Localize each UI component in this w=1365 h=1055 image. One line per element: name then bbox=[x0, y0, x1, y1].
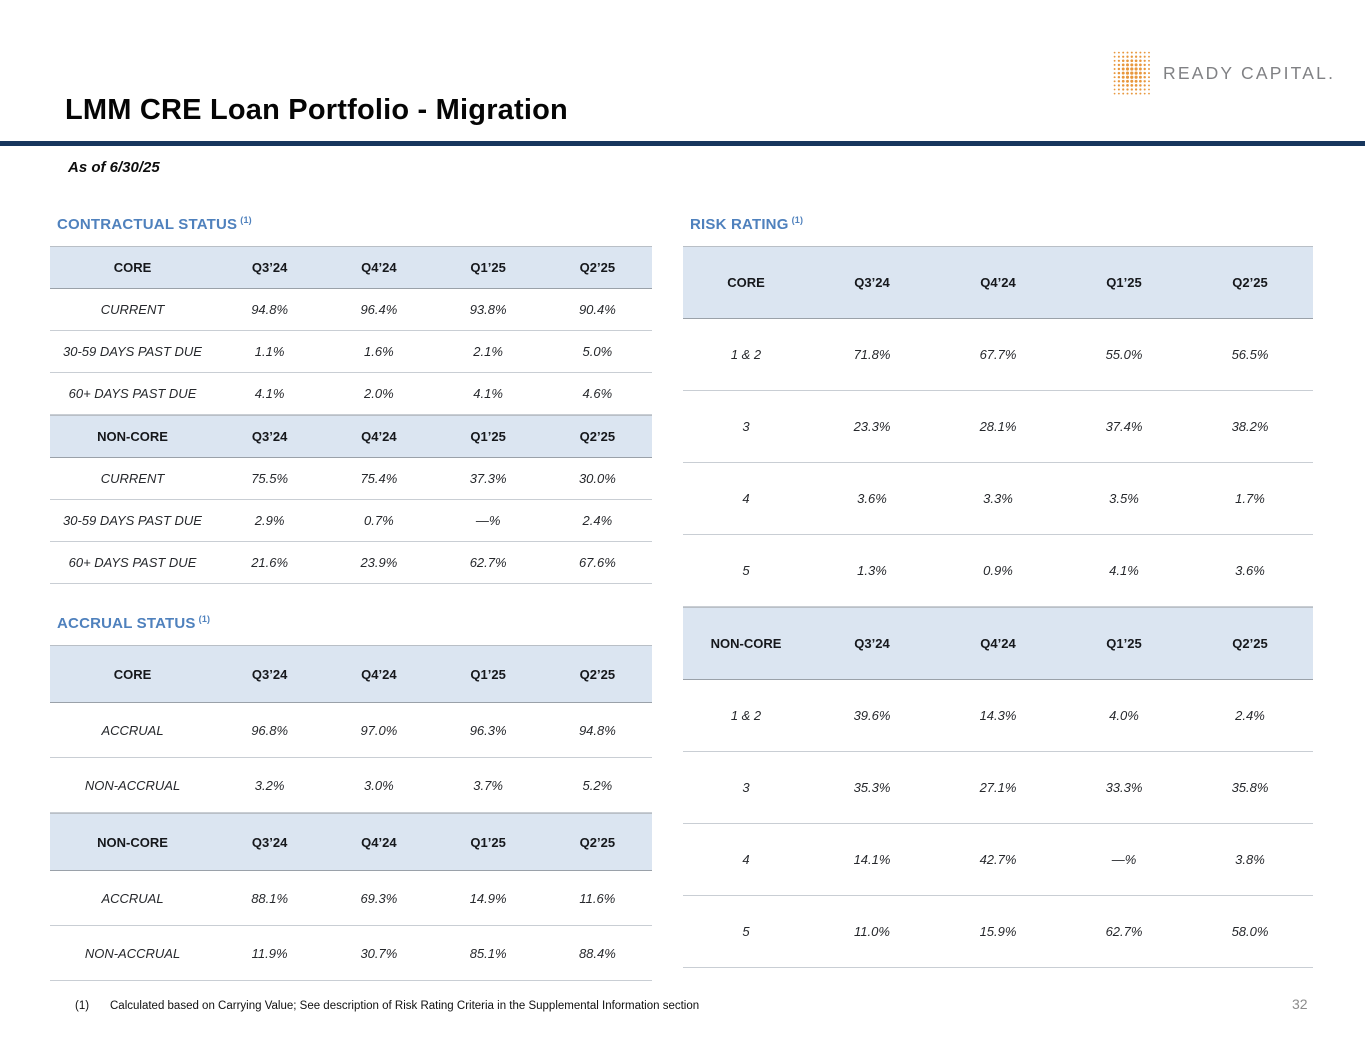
table-cell: 2.4% bbox=[1235, 708, 1265, 723]
page-number: 32 bbox=[1292, 996, 1308, 1012]
column-header: Q4’24 bbox=[361, 666, 397, 682]
table-cell: 90.4% bbox=[578, 302, 616, 317]
table-cell: 11.6% bbox=[579, 890, 616, 906]
table-cell: 58.0% bbox=[1231, 924, 1269, 939]
section-contractual-status bbox=[50, 211, 652, 584]
table-cell: 4.1% bbox=[254, 386, 285, 401]
right-column bbox=[683, 205, 1313, 968]
column-header: Q3’24 bbox=[854, 275, 890, 290]
table-cell: 21.6% bbox=[251, 555, 289, 570]
table-cell: 69.3% bbox=[360, 890, 398, 906]
table-cell: 2.4% bbox=[582, 513, 613, 528]
table-cell: 35.3% bbox=[853, 780, 891, 795]
column-header: Q3’24 bbox=[251, 260, 288, 275]
table-cell: 38.2% bbox=[1231, 419, 1269, 434]
table-cell: 1.1% bbox=[254, 344, 285, 359]
table-cell: 2.1% bbox=[473, 344, 503, 359]
table-row bbox=[50, 542, 652, 584]
table-row bbox=[683, 463, 1313, 535]
row-label: 1 & 2 bbox=[730, 347, 762, 362]
table-cell: 4.6% bbox=[582, 386, 613, 401]
table-cell: 67.7% bbox=[979, 347, 1017, 362]
table-cell: 35.8% bbox=[1231, 780, 1269, 795]
contractual-status-tables bbox=[50, 246, 652, 584]
table-row bbox=[50, 500, 652, 542]
footnote-text: Calculated based on Carrying Value; See description of Risk Rating Criteria in the Supplemental Information section bbox=[110, 1000, 700, 1012]
section-accrual-status bbox=[50, 610, 652, 981]
table-row bbox=[50, 758, 652, 813]
table-cell: 2.9% bbox=[254, 513, 285, 528]
column-header: NON-CORE bbox=[97, 429, 168, 444]
table-header-row bbox=[50, 247, 652, 289]
table-cell: 56.5% bbox=[1231, 347, 1269, 362]
table-cell: 23.9% bbox=[360, 555, 398, 570]
row-label: 3 bbox=[742, 419, 750, 434]
footnote-reference: (1) bbox=[240, 215, 252, 225]
table-row bbox=[683, 319, 1313, 391]
table-cell: 88.4% bbox=[578, 945, 616, 961]
section-heading-text: ACCRUAL STATUS bbox=[57, 615, 196, 632]
table-cell: 93.8% bbox=[469, 302, 507, 317]
table-cell: 3.6% bbox=[857, 491, 887, 506]
table-cell: 75.5% bbox=[251, 471, 289, 486]
footnote-reference: (1) bbox=[198, 614, 211, 624]
table-cell: 62.7% bbox=[1105, 924, 1143, 939]
table-cell: 4.0% bbox=[1109, 708, 1139, 723]
table-cell: 67.6% bbox=[578, 555, 616, 570]
row-label: 30-59 DAYS PAST DUE bbox=[63, 344, 202, 359]
row-label: 60+ DAYS PAST DUE bbox=[68, 555, 197, 570]
table-row bbox=[50, 871, 652, 926]
table-cell: 14.3% bbox=[979, 708, 1017, 723]
left-column bbox=[50, 205, 652, 981]
table-row bbox=[50, 458, 652, 500]
column-header: Q3’24 bbox=[251, 666, 288, 682]
table-cell: 4.1% bbox=[1109, 563, 1139, 578]
column-header: Q1’25 bbox=[470, 260, 506, 275]
data-table bbox=[683, 607, 1313, 968]
row-label: 5 bbox=[742, 924, 750, 939]
column-header: NON-CORE bbox=[710, 636, 782, 651]
column-header: Q2’25 bbox=[1232, 636, 1268, 651]
table-cell: 28.1% bbox=[979, 419, 1017, 434]
table-cell: 55.0% bbox=[1105, 347, 1143, 362]
table-cell: 85.1% bbox=[469, 945, 507, 961]
column-header: Q1’25 bbox=[1106, 636, 1142, 651]
table-cell: 94.8% bbox=[251, 302, 289, 317]
column-header: Q1’25 bbox=[470, 429, 506, 444]
table-cell: —% bbox=[1111, 852, 1137, 867]
table-cell: —% bbox=[475, 513, 501, 528]
table-cell: 3.2% bbox=[254, 777, 285, 793]
column-header: Q1’25 bbox=[1106, 275, 1142, 290]
logo-text: READY CAPITAL. bbox=[1163, 63, 1336, 83]
row-label: 5 bbox=[742, 563, 750, 578]
column-header: NON-CORE bbox=[97, 834, 168, 850]
footnote bbox=[75, 1000, 699, 1012]
table-header-row bbox=[50, 416, 652, 458]
table-cell: 14.9% bbox=[469, 890, 507, 906]
table-row bbox=[683, 896, 1313, 968]
footnote-reference: (1) bbox=[791, 215, 804, 225]
column-header: CORE bbox=[113, 260, 152, 275]
section-heading-risk-rating bbox=[690, 211, 1313, 234]
column-header: Q2’25 bbox=[579, 429, 616, 444]
table-row bbox=[50, 373, 652, 415]
table-cell: 3.0% bbox=[364, 777, 394, 793]
table-row bbox=[50, 331, 652, 373]
column-header: Q4’24 bbox=[361, 260, 397, 275]
section-heading-text: CONTRACTUAL STATUS bbox=[57, 216, 238, 233]
column-header: CORE bbox=[727, 275, 765, 290]
column-header: Q3’24 bbox=[854, 636, 890, 651]
column-header: Q4’24 bbox=[361, 834, 397, 850]
column-header: Q4’24 bbox=[980, 275, 1016, 290]
row-label: 3 bbox=[742, 780, 750, 795]
table-cell: 5.0% bbox=[582, 344, 613, 359]
table-cell: 2.0% bbox=[364, 386, 394, 401]
table-cell: 37.3% bbox=[469, 471, 507, 486]
ready-capital-logo bbox=[1112, 50, 1335, 97]
table-cell: 42.7% bbox=[979, 852, 1017, 867]
table-header-row bbox=[683, 247, 1313, 319]
section-risk-rating bbox=[683, 211, 1313, 968]
table-cell: 30.7% bbox=[360, 945, 398, 961]
data-table bbox=[683, 246, 1313, 607]
row-label: CURRENT bbox=[100, 471, 165, 486]
column-header: Q2’25 bbox=[1232, 275, 1268, 290]
table-cell: 75.4% bbox=[360, 471, 398, 486]
table-cell: 0.7% bbox=[364, 513, 394, 528]
table-cell: 62.7% bbox=[469, 555, 507, 570]
table-cell: 3.8% bbox=[1235, 852, 1265, 867]
data-table bbox=[50, 813, 652, 981]
table-cell: 96.8% bbox=[251, 722, 289, 738]
table-cell: 0.9% bbox=[983, 563, 1013, 578]
row-label: ACCRUAL bbox=[101, 722, 164, 738]
column-header: Q1’25 bbox=[470, 834, 506, 850]
data-table bbox=[50, 246, 652, 415]
section-heading-text: RISK RATING bbox=[690, 216, 789, 233]
table-cell: 23.3% bbox=[853, 419, 891, 434]
table-cell: 39.6% bbox=[853, 708, 891, 723]
table-row bbox=[50, 289, 652, 331]
row-label: NON-ACCRUAL bbox=[84, 777, 181, 793]
table-row bbox=[50, 703, 652, 758]
table-cell: 15.9% bbox=[979, 924, 1017, 939]
data-table bbox=[50, 415, 652, 584]
table-header-row bbox=[50, 814, 652, 871]
as-of-date: As of 6/30/25 bbox=[68, 159, 160, 176]
accrual-status-tables bbox=[50, 645, 652, 981]
page-title: LMM CRE Loan Portfolio - Migration bbox=[65, 94, 568, 126]
column-header: Q3’24 bbox=[251, 429, 288, 444]
table-cell: 96.4% bbox=[360, 302, 398, 317]
table-cell: 3.5% bbox=[1109, 491, 1139, 506]
column-header: Q1’25 bbox=[470, 666, 506, 682]
data-table bbox=[50, 645, 652, 813]
row-label: 60+ DAYS PAST DUE bbox=[68, 386, 197, 401]
section-heading-contractual bbox=[57, 211, 652, 234]
row-label: ACCRUAL bbox=[101, 890, 164, 906]
column-header: Q4’24 bbox=[980, 636, 1016, 651]
table-row bbox=[683, 752, 1313, 824]
table-row bbox=[683, 680, 1313, 752]
row-label: NON-ACCRUAL bbox=[84, 945, 181, 961]
column-header: Q2’25 bbox=[579, 666, 616, 682]
footnote-marker: (1) bbox=[75, 1000, 90, 1012]
table-cell: 97.0% bbox=[360, 722, 398, 738]
table-header-row bbox=[683, 608, 1313, 680]
table-cell: 33.3% bbox=[1105, 780, 1143, 795]
table-cell: 71.8% bbox=[853, 347, 891, 362]
column-header: CORE bbox=[113, 666, 152, 682]
table-cell: 3.6% bbox=[1235, 563, 1265, 578]
table-row bbox=[683, 824, 1313, 896]
table-cell: 14.1% bbox=[853, 852, 891, 867]
row-label: 4 bbox=[742, 852, 750, 867]
table-row bbox=[683, 535, 1313, 607]
row-label: CURRENT bbox=[100, 302, 165, 317]
table-cell: 96.3% bbox=[469, 722, 507, 738]
column-header: Q2’25 bbox=[579, 260, 616, 275]
table-cell: 11.0% bbox=[854, 924, 890, 939]
title-divider bbox=[0, 141, 1365, 146]
table-cell: 94.8% bbox=[578, 722, 616, 738]
risk-rating-tables bbox=[683, 246, 1313, 968]
column-header: Q2’25 bbox=[579, 834, 616, 850]
row-label: 30-59 DAYS PAST DUE bbox=[63, 513, 202, 528]
table-cell: 1.7% bbox=[1235, 491, 1265, 506]
column-header: Q3’24 bbox=[251, 834, 288, 850]
table-row bbox=[50, 926, 652, 981]
row-label: 4 bbox=[742, 491, 750, 506]
table-header-row bbox=[50, 646, 652, 703]
table-row bbox=[683, 391, 1313, 463]
row-label: 1 & 2 bbox=[730, 708, 762, 723]
table-cell: 4.1% bbox=[473, 386, 503, 401]
table-cell: 11.9% bbox=[251, 945, 288, 961]
column-header: Q4’24 bbox=[361, 429, 397, 444]
table-cell: 5.2% bbox=[582, 777, 613, 793]
table-cell: 27.1% bbox=[979, 780, 1017, 795]
table-cell: 88.1% bbox=[251, 890, 289, 906]
table-cell: 3.7% bbox=[473, 777, 503, 793]
table-cell: 30.0% bbox=[578, 471, 616, 486]
table-cell: 1.6% bbox=[364, 344, 394, 359]
section-heading-accrual bbox=[57, 610, 652, 633]
logo-globe-dots-icon bbox=[1112, 50, 1152, 97]
table-cell: 37.4% bbox=[1105, 419, 1143, 434]
table-cell: 1.3% bbox=[857, 563, 887, 578]
table-cell: 3.3% bbox=[983, 491, 1013, 506]
